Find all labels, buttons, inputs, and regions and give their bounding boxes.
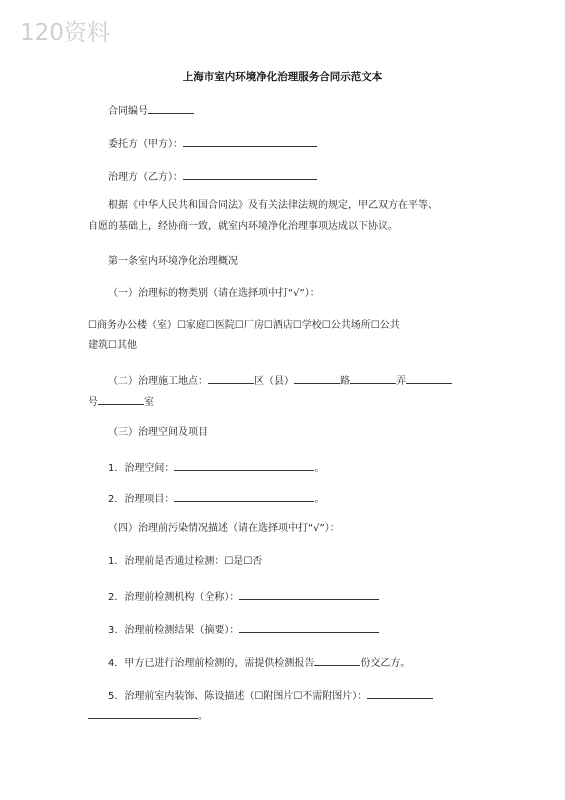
decor-blank — [367, 688, 433, 699]
agency-blank — [239, 589, 379, 600]
watermark: 120资料 — [20, 20, 110, 46]
lane-blank — [350, 373, 396, 384]
result-blank — [239, 622, 379, 633]
decor-line-2 — [88, 708, 208, 723]
category-options-line-2: 建筑☐其他 — [88, 340, 137, 351]
district-blank — [208, 373, 254, 384]
contractor-blank — [183, 169, 317, 180]
site-address-label: （二）治理施工地点： — [108, 376, 208, 387]
space-line — [108, 460, 324, 475]
client-line — [108, 136, 317, 151]
item-1-heading: （一）治理标的物类别（请在选择项中打“√”）： — [108, 288, 320, 299]
contract-number-blank — [148, 103, 194, 114]
road-blank — [294, 373, 340, 384]
project-label: 2．治理项目： — [108, 494, 175, 505]
preamble-line-1: 根据《中华人民共和国合同法》及有关法律法规的规定，甲乙双方在平等、 — [108, 200, 438, 211]
district-label: 区（县） — [254, 376, 294, 387]
report-suffix: 份交乙方。 — [360, 658, 411, 669]
project-line — [108, 491, 324, 506]
preamble-line-2: 自愿的基础上，经协商一致，就室内环境净化治理事项达成以下协议。 — [88, 221, 398, 232]
decor-period: 。 — [198, 711, 208, 722]
decor-label: 5．治理前室内装饰、陈设描述（☐附图片☐不需附图片）： — [108, 691, 368, 702]
item-4-heading: （四）治理前污染情况描述（请在选择项中打“√”）： — [108, 523, 340, 534]
project-blank — [174, 491, 314, 502]
contractor-line — [108, 169, 317, 184]
client-blank — [183, 136, 317, 147]
room-blank — [98, 394, 144, 405]
project-period: 。 — [314, 494, 325, 505]
agency-line — [108, 589, 379, 604]
space-label: 1．治理空间： — [108, 463, 175, 474]
number-label: 号 — [88, 397, 98, 408]
document-title: 上海市室内环境净化治理服务合同示范文本 — [182, 71, 383, 83]
space-period: 。 — [314, 463, 325, 474]
room-label: 室 — [144, 397, 154, 408]
item-3-heading: （三）治理空间及项目 — [108, 427, 208, 438]
client-label: 委托方（甲方）： — [108, 139, 183, 150]
report-label: 4．甲方已进行治理前检测的，需提供检测报告 — [108, 658, 315, 669]
contract-number-label: 合同编号 — [108, 106, 148, 117]
contract-number-line — [108, 103, 194, 118]
result-line — [108, 622, 379, 637]
article-1-heading: 第一条室内环境净化治理概况 — [108, 256, 238, 267]
agency-label: 2．治理前检测机构（全称）： — [108, 592, 240, 603]
lane-label: 弄 — [396, 376, 406, 387]
tested-line: 1．治理前是否通过检测：☐是☐否 — [108, 556, 263, 567]
road-label: 路 — [340, 376, 350, 387]
site-address-line-1 — [108, 373, 452, 388]
category-options-line-1: ☐商务办公楼（室）☐家庭☐医院☐厂房☐酒店☐学校☐公共场所☐公共 — [88, 320, 400, 331]
contractor-label: 治理方（乙方）： — [108, 172, 183, 183]
decor-blank-continued — [88, 708, 198, 719]
report-line — [108, 655, 410, 670]
decor-line-1 — [108, 688, 433, 703]
site-address-line-2 — [88, 394, 154, 409]
space-blank — [174, 460, 314, 471]
report-copies-blank — [314, 655, 360, 666]
lane-trailing-blank — [406, 373, 452, 384]
result-label: 3．治理前检测结果（摘要）： — [108, 625, 240, 636]
